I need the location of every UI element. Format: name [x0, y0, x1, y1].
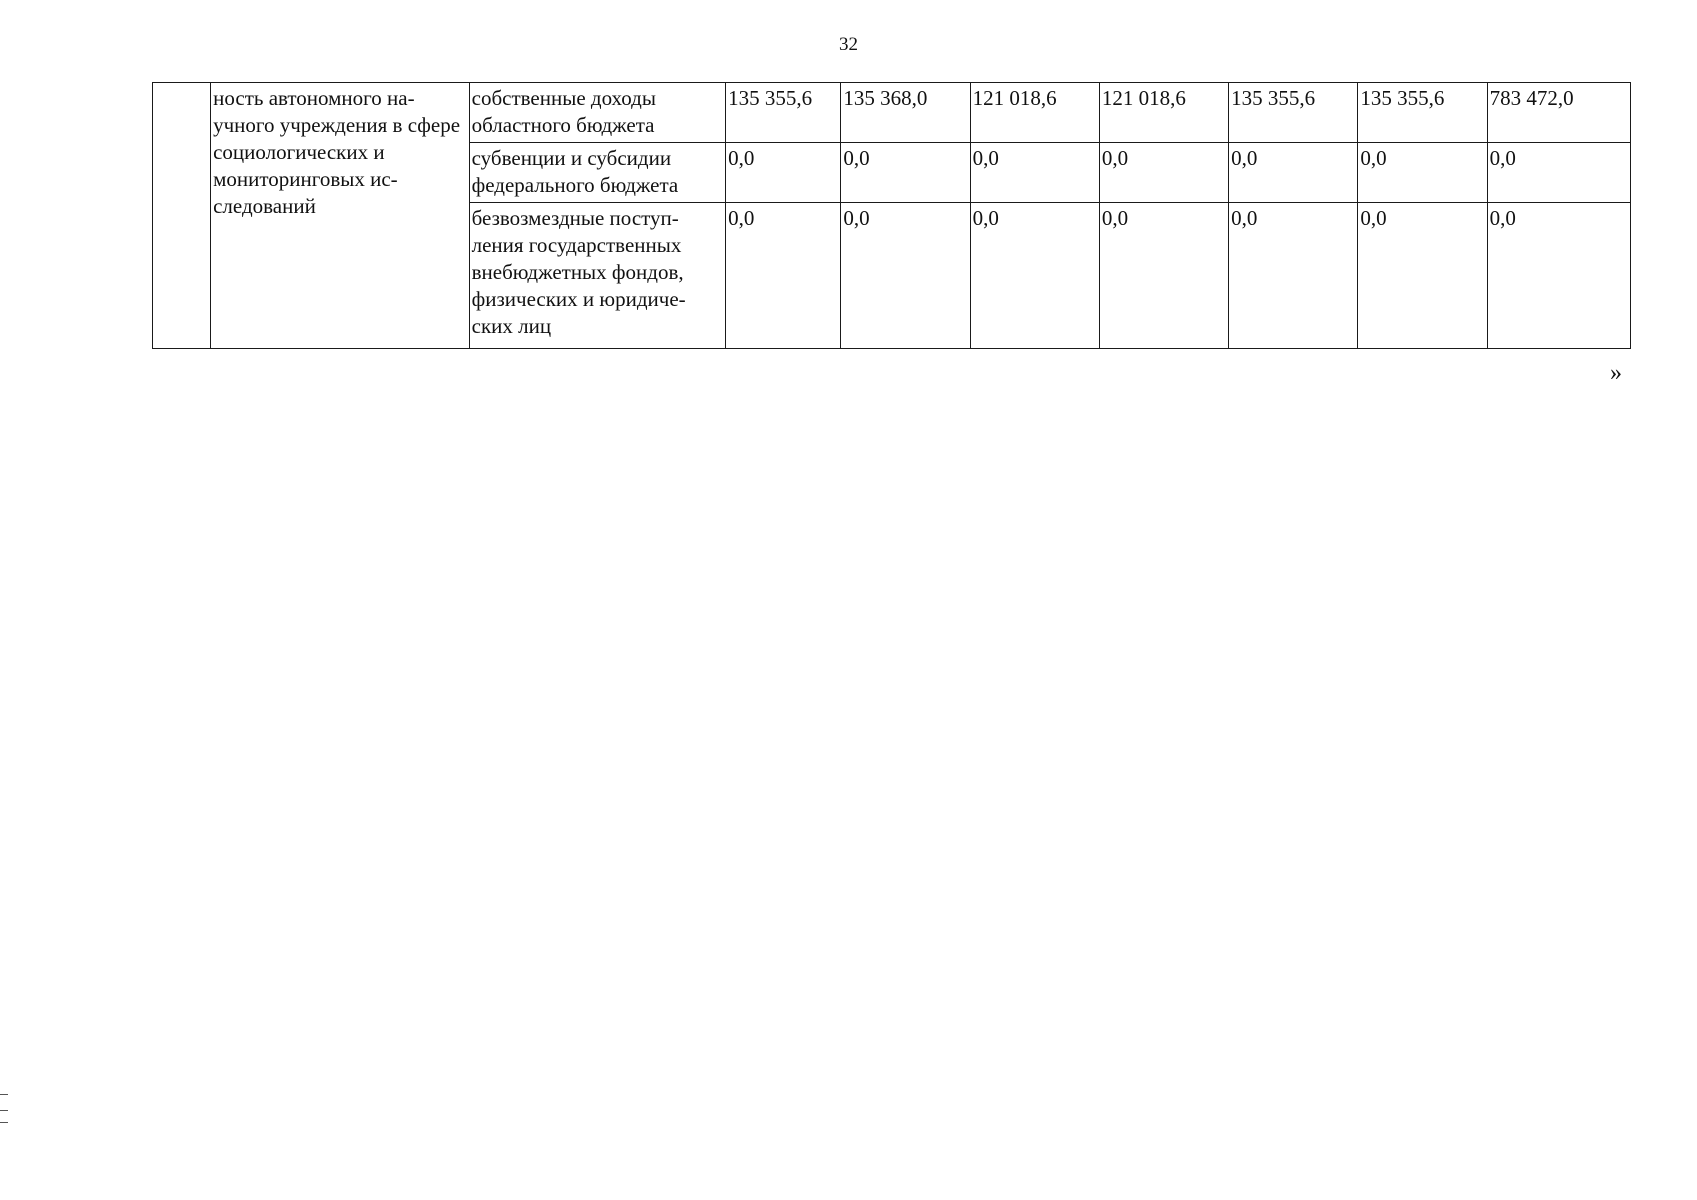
value-cell: 0,0 [726, 203, 841, 349]
closing-quote-mark: » [1610, 360, 1622, 386]
value-cell: 135 368,0 [841, 83, 970, 143]
value-cell: 121 018,6 [970, 83, 1099, 143]
value-cell: 0,0 [970, 203, 1099, 349]
value-cell: 135 355,6 [726, 83, 841, 143]
scan-edge-mark [0, 1122, 8, 1123]
value-cell: 135 355,6 [1229, 83, 1358, 143]
value-cell: 0,0 [1099, 143, 1228, 203]
value-cell: 0,0 [1358, 143, 1487, 203]
value-cell: 0,0 [1229, 143, 1358, 203]
total-cell: 783 472,0 [1487, 83, 1630, 143]
value-cell: 0,0 [1099, 203, 1228, 349]
row-number-cell [153, 83, 211, 349]
page-number: 32 [839, 34, 858, 55]
scan-edge-mark [0, 1094, 8, 1095]
value-cell: 0,0 [726, 143, 841, 203]
value-cell: 0,0 [970, 143, 1099, 203]
total-cell: 0,0 [1487, 203, 1630, 349]
value-cell: 0,0 [841, 203, 970, 349]
value-cell: 135 355,6 [1358, 83, 1487, 143]
total-cell: 0,0 [1487, 143, 1630, 203]
value-cell: 0,0 [1358, 203, 1487, 349]
value-cell: 121 018,6 [1099, 83, 1228, 143]
value-cell: 0,0 [1229, 203, 1358, 349]
table-row [153, 83, 1631, 143]
scan-edge-mark [0, 1110, 8, 1111]
value-cell: 0,0 [841, 143, 970, 203]
funding-source-cell: безвозмездные поступ-ления государственных внебюджетных фондов, физических и юридиче-ских лиц [469, 203, 726, 349]
funding-source-cell: собственные доходы областного бюджета [469, 83, 726, 143]
program-name-cell: ность автономного на-учного учреждения в сфере социологических и мониторинговых ис-следований [211, 83, 470, 349]
budget-table [152, 82, 1631, 349]
funding-source-cell: субвенции и субсидии федерального бюджета [469, 143, 726, 203]
